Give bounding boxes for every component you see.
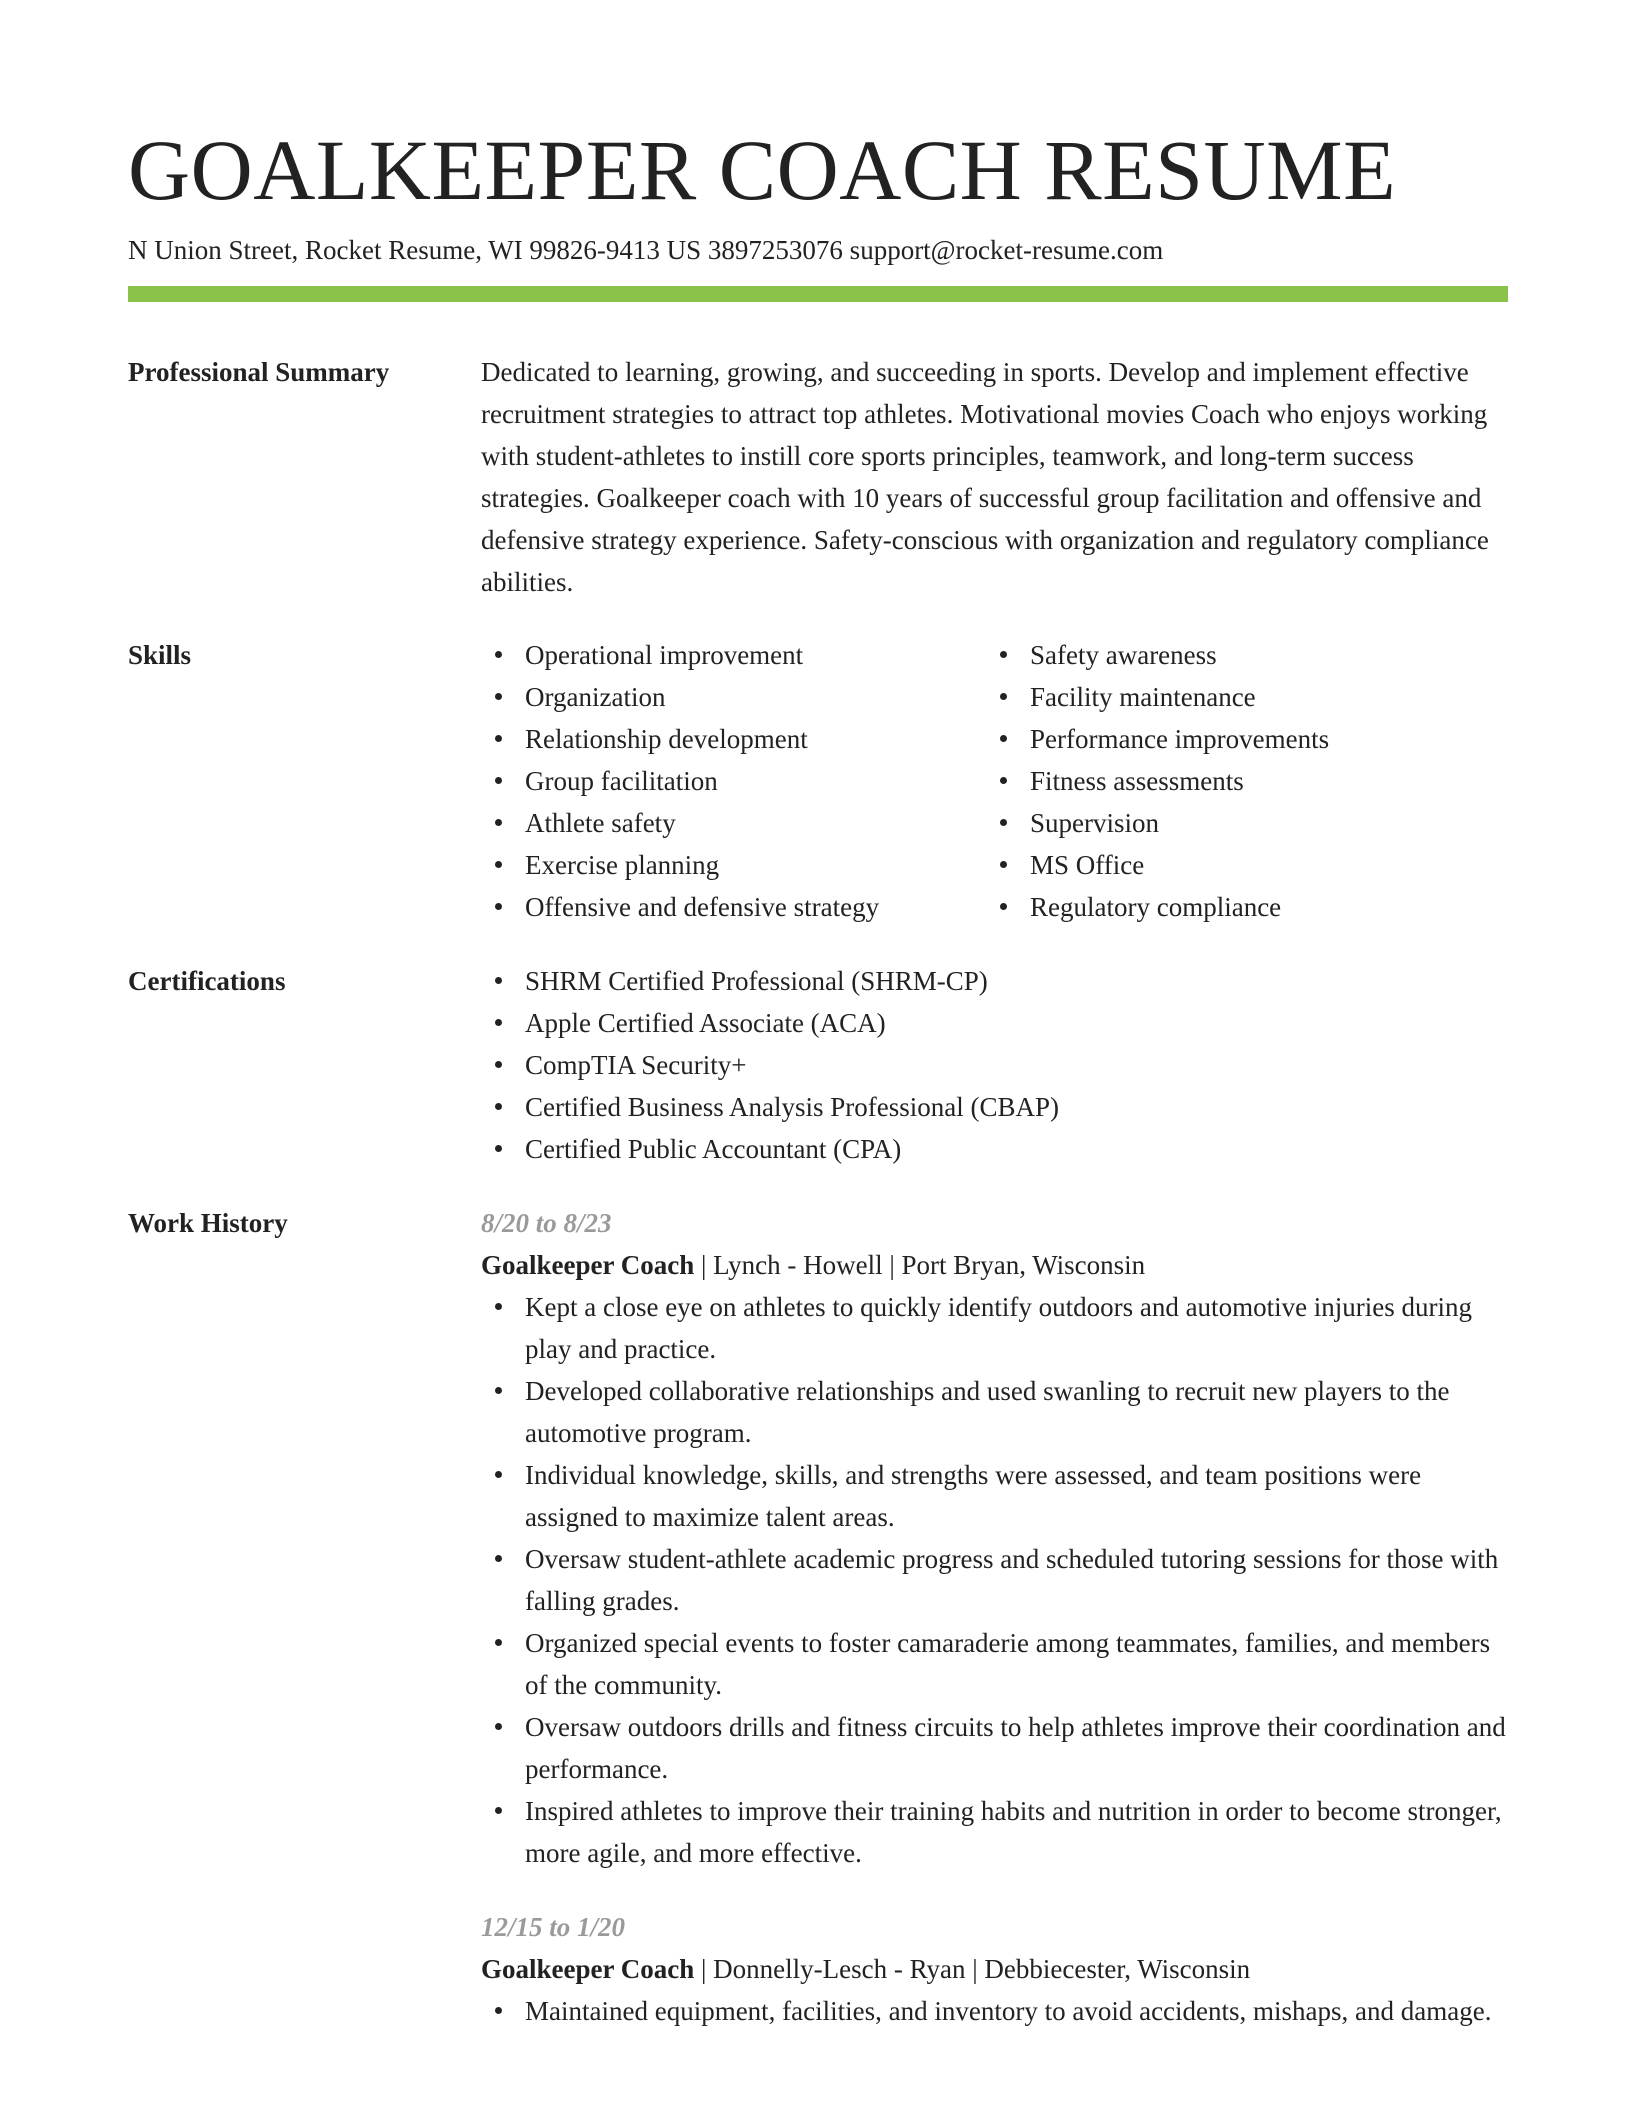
skill-item: Exercise planning — [481, 844, 986, 886]
contact-info: N Union Street, Rocket Resume, WI 99826-9413 US 3897253076 support@rocket-resume.com — [128, 235, 1164, 265]
certification-item: Certified Business Analysis Professional (CBAP) — [481, 1086, 1508, 1128]
job-duty: Maintained equipment, facilities, and inventory to avoid accidents, mishaps, and damage. — [481, 1990, 1508, 2032]
skills-heading: Skills — [128, 640, 192, 670]
job-duties-list — [481, 1990, 1508, 2032]
skill-item: Organization — [481, 676, 986, 718]
job-duty: Individual knowledge, skills, and strengths were assessed, and team positions were assigned to maximize talent areas. — [481, 1454, 1508, 1538]
job-duties-list — [481, 1286, 1508, 1874]
summary-heading: Professional Summary — [128, 357, 390, 387]
certifications-heading: Certifications — [128, 966, 286, 996]
job-dates: 12/15 to 1/20 — [481, 1912, 626, 1942]
skill-item: Operational improvement — [481, 634, 986, 676]
skill-item: MS Office — [986, 844, 1508, 886]
job-details: | Lynch - Howell | Port Bryan, Wisconsin — [694, 1250, 1146, 1280]
job-dates: 8/20 to 8/23 — [481, 1208, 612, 1238]
job-details: | Donnelly-Lesch - Ryan | Debbiecester, Wisconsin — [694, 1954, 1251, 1984]
skill-item: Fitness assessments — [986, 760, 1508, 802]
job-title: Goalkeeper Coach — [481, 1250, 695, 1280]
work-history-body — [481, 1202, 1508, 2032]
work-history-heading: Work History — [128, 1208, 288, 1238]
certification-item: Certified Public Accountant (CPA) — [481, 1128, 1508, 1170]
skill-item: Offensive and defensive strategy — [481, 886, 986, 928]
skill-item: Performance improvements — [986, 718, 1508, 760]
job-title-line — [481, 1244, 1508, 1286]
certification-item: Apple Certified Associate (ACA) — [481, 1002, 1508, 1044]
header-divider — [128, 286, 1508, 302]
skills-list-left — [481, 634, 986, 928]
job-duty: Developed collaborative relationships and used swanling to recruit new players to the automotive program. — [481, 1370, 1508, 1454]
summary-text: Dedicated to learning, growing, and succeeding in sports. Develop and implement effective recruitment strategies to attract top athletes. Motivational movies Coach who enjoys working with student-athletes to instill core sports principles, teamwork, and long-term success strategies. Goalkeeper coach with 10 years of successful group facilitation and offensive and defensive strategy experience. Safety-conscious with organization and regulatory compliance abilities. — [481, 357, 1489, 597]
job-title-line — [481, 1948, 1508, 1990]
certifications-body — [481, 960, 1508, 1170]
skill-item: Supervision — [986, 802, 1508, 844]
job-duty: Inspired athletes to improve their training habits and nutrition in order to become stronger, more agile, and more effective. — [481, 1790, 1508, 1874]
job-duty: Oversaw student-athlete academic progress and scheduled tutoring sessions for those with falling grades. — [481, 1538, 1508, 1622]
skill-item: Group facilitation — [481, 760, 986, 802]
certification-item: CompTIA Security+ — [481, 1044, 1508, 1086]
job-entry — [481, 1202, 1508, 1874]
resume-title: GOALKEEPER COACH RESUME — [128, 122, 1397, 218]
job-duty: Kept a close eye on athletes to quickly identify outdoors and automotive injuries during play and practice. — [481, 1286, 1508, 1370]
skill-item: Athlete safety — [481, 802, 986, 844]
job-title: Goalkeeper Coach — [481, 1954, 695, 1984]
job-duty: Oversaw outdoors drills and fitness circuits to help athletes improve their coordination and performance. — [481, 1706, 1508, 1790]
skills-list-right — [986, 634, 1508, 928]
job-duty: Organized special events to foster camaraderie among teammates, families, and members of the community. — [481, 1622, 1508, 1706]
skill-item: Regulatory compliance — [986, 886, 1508, 928]
skill-item: Facility maintenance — [986, 676, 1508, 718]
skill-item: Relationship development — [481, 718, 986, 760]
skill-item: Safety awareness — [986, 634, 1508, 676]
job-entry — [481, 1906, 1508, 2032]
summary-body — [481, 351, 1508, 603]
certification-item: SHRM Certified Professional (SHRM-CP) — [481, 960, 1508, 1002]
certifications-list — [481, 960, 1508, 1170]
